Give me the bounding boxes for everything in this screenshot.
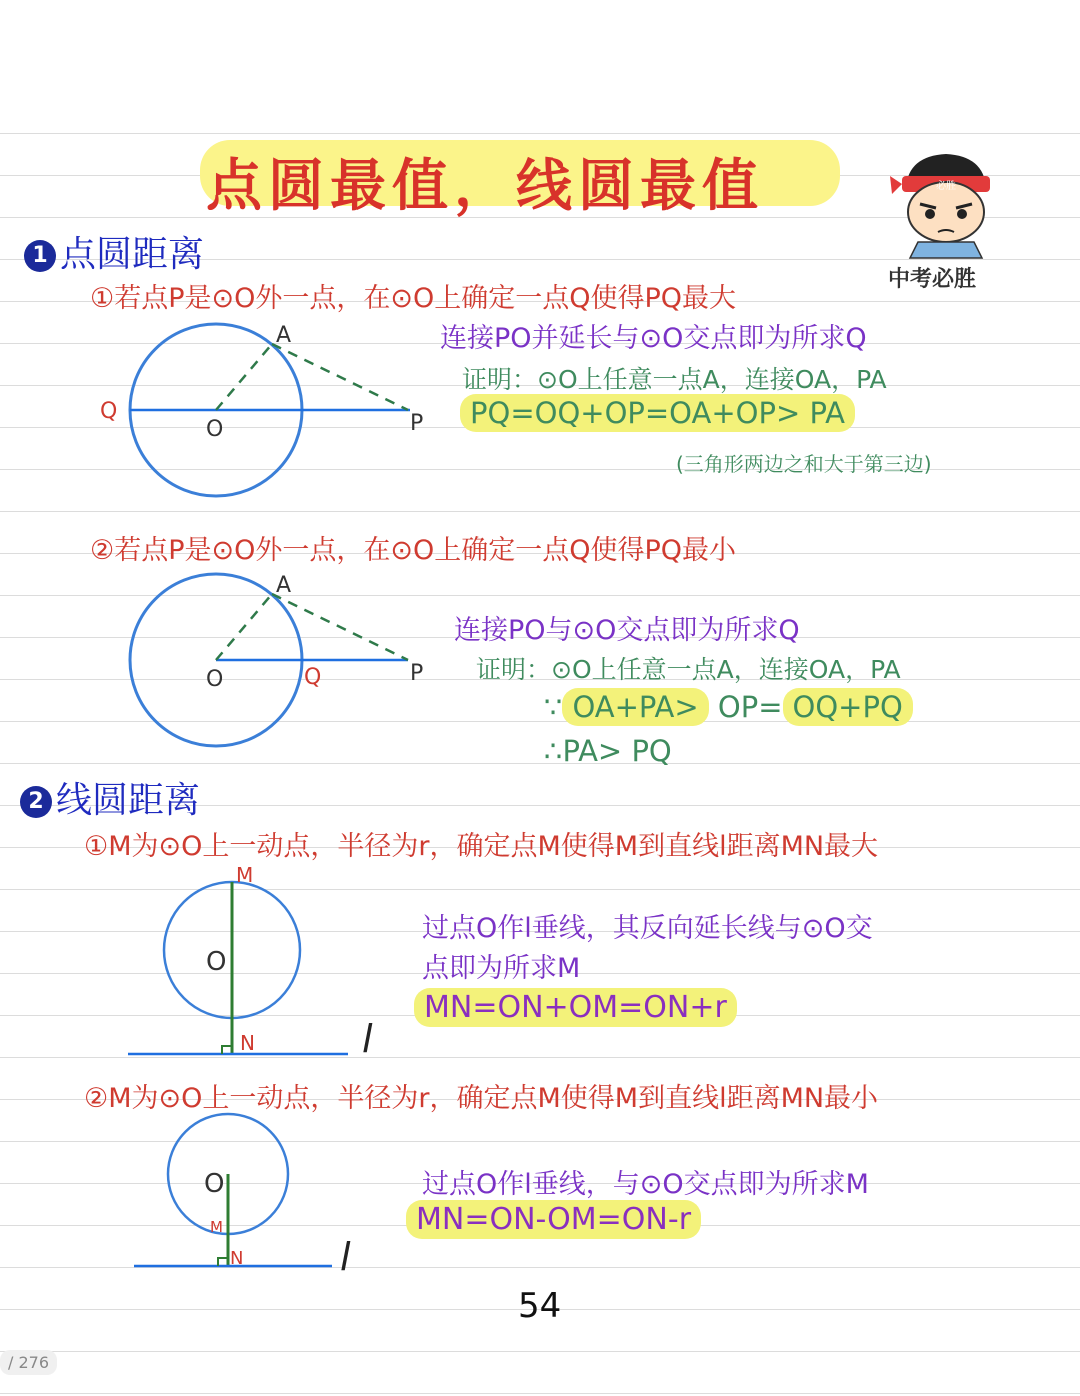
mascot-headband-text: 必胜 xyxy=(936,181,956,192)
label-o: O xyxy=(204,1169,225,1199)
segment-oa xyxy=(216,594,272,660)
page-counter: / 276 xyxy=(0,1350,57,1375)
s1c2-statement: ②若点P是⊙O外一点，在⊙O上确定一点Q使得PQ最小 xyxy=(90,535,737,566)
because-highlight-2: OQ+PQ xyxy=(783,688,913,726)
s2c2-formula xyxy=(406,1202,701,1237)
s2c1-formula-text: MN=ON+OM=ON+r xyxy=(414,988,737,1027)
page-number: 54 xyxy=(518,1286,562,1326)
label-a: A xyxy=(276,573,292,598)
s1c1-method: 连接PO并延长与⊙O交点即为所求Q xyxy=(440,323,867,354)
label-o: O xyxy=(206,417,224,442)
section2-number: 2 xyxy=(20,786,52,818)
s1c1-diagram xyxy=(90,310,440,510)
s1c1-statement: ①若点P是⊙O外一点，在⊙O上确定一点Q使得PQ最大 xyxy=(90,283,737,314)
s1c2-diagram xyxy=(90,560,440,760)
label-p: P xyxy=(410,661,424,686)
s2c2-formula-text: MN=ON-OM=ON-r xyxy=(406,1200,701,1239)
top-margin xyxy=(0,0,1080,132)
label-a: A xyxy=(276,323,292,348)
label-p: P xyxy=(410,411,424,436)
s2c1-method-line2: 点即为所求M xyxy=(422,953,581,984)
label-l: l xyxy=(362,1017,373,1061)
title-highlight xyxy=(200,140,840,219)
mascot-label: 中考必胜 xyxy=(888,267,977,292)
s1c1-formula-text: PQ=OQ+OP=OA+OP> PA xyxy=(460,394,855,432)
label-n: N xyxy=(240,1031,255,1055)
s2c1-formula xyxy=(414,990,737,1025)
because-highlight-1: OA+PA> xyxy=(562,688,708,726)
s1c1-proof: 证明：⊙O上任意一点A，连接OA，PA xyxy=(462,365,887,394)
s1c2-because xyxy=(544,690,913,724)
label-n: N xyxy=(230,1248,244,1269)
s1c1-note: (三角形两边之和大于第三边) xyxy=(676,452,932,476)
label-q: Q xyxy=(100,399,118,424)
because-symbol: ∵ xyxy=(544,690,563,724)
s2c2-diagram xyxy=(120,1108,390,1280)
s2c1-statement: ①M为⊙O上一动点，半径为r，确定点M使得M到直线l距离MN最大 xyxy=(84,831,879,862)
s1c1-formula xyxy=(460,396,855,430)
s2c1-method-line1: 过点O作l垂线，其反向延长线与⊙O交 xyxy=(422,913,873,944)
mascot-icon xyxy=(888,148,1008,260)
s1c2-therefore: ∴PA> PQ xyxy=(544,734,672,768)
label-q: Q xyxy=(304,665,322,690)
s2c2-method: 过点O作l垂线，与⊙O交点即为所求M xyxy=(422,1169,869,1200)
section2-title: 线圆距离 xyxy=(56,780,201,821)
section2-heading xyxy=(20,772,200,823)
section1-title: 点圆距离 xyxy=(60,234,205,275)
label-o: O xyxy=(206,947,227,977)
segment-oa xyxy=(216,344,272,410)
label-o: O xyxy=(206,667,224,692)
s1c2-method: 连接PO与⊙O交点即为所求Q xyxy=(454,615,800,646)
segment-ap xyxy=(272,594,408,660)
label-m: M xyxy=(210,1218,223,1236)
page-title: 点圆最值，线圆最值 xyxy=(206,153,764,219)
segment-ap xyxy=(272,344,408,410)
s2c2-statement: ②M为⊙O上一动点，半径为r，确定点M使得M到直线l距离MN最小 xyxy=(84,1083,879,1114)
section1-number: 1 xyxy=(24,240,56,272)
label-l: l xyxy=(340,1235,351,1279)
section1-heading xyxy=(24,226,204,277)
s2c1-diagram xyxy=(120,858,390,1064)
because-middle: OP= xyxy=(708,690,783,724)
s1c2-proof: 证明：⊙O上任意一点A，连接OA，PA xyxy=(476,655,901,684)
label-m: M xyxy=(236,863,254,887)
